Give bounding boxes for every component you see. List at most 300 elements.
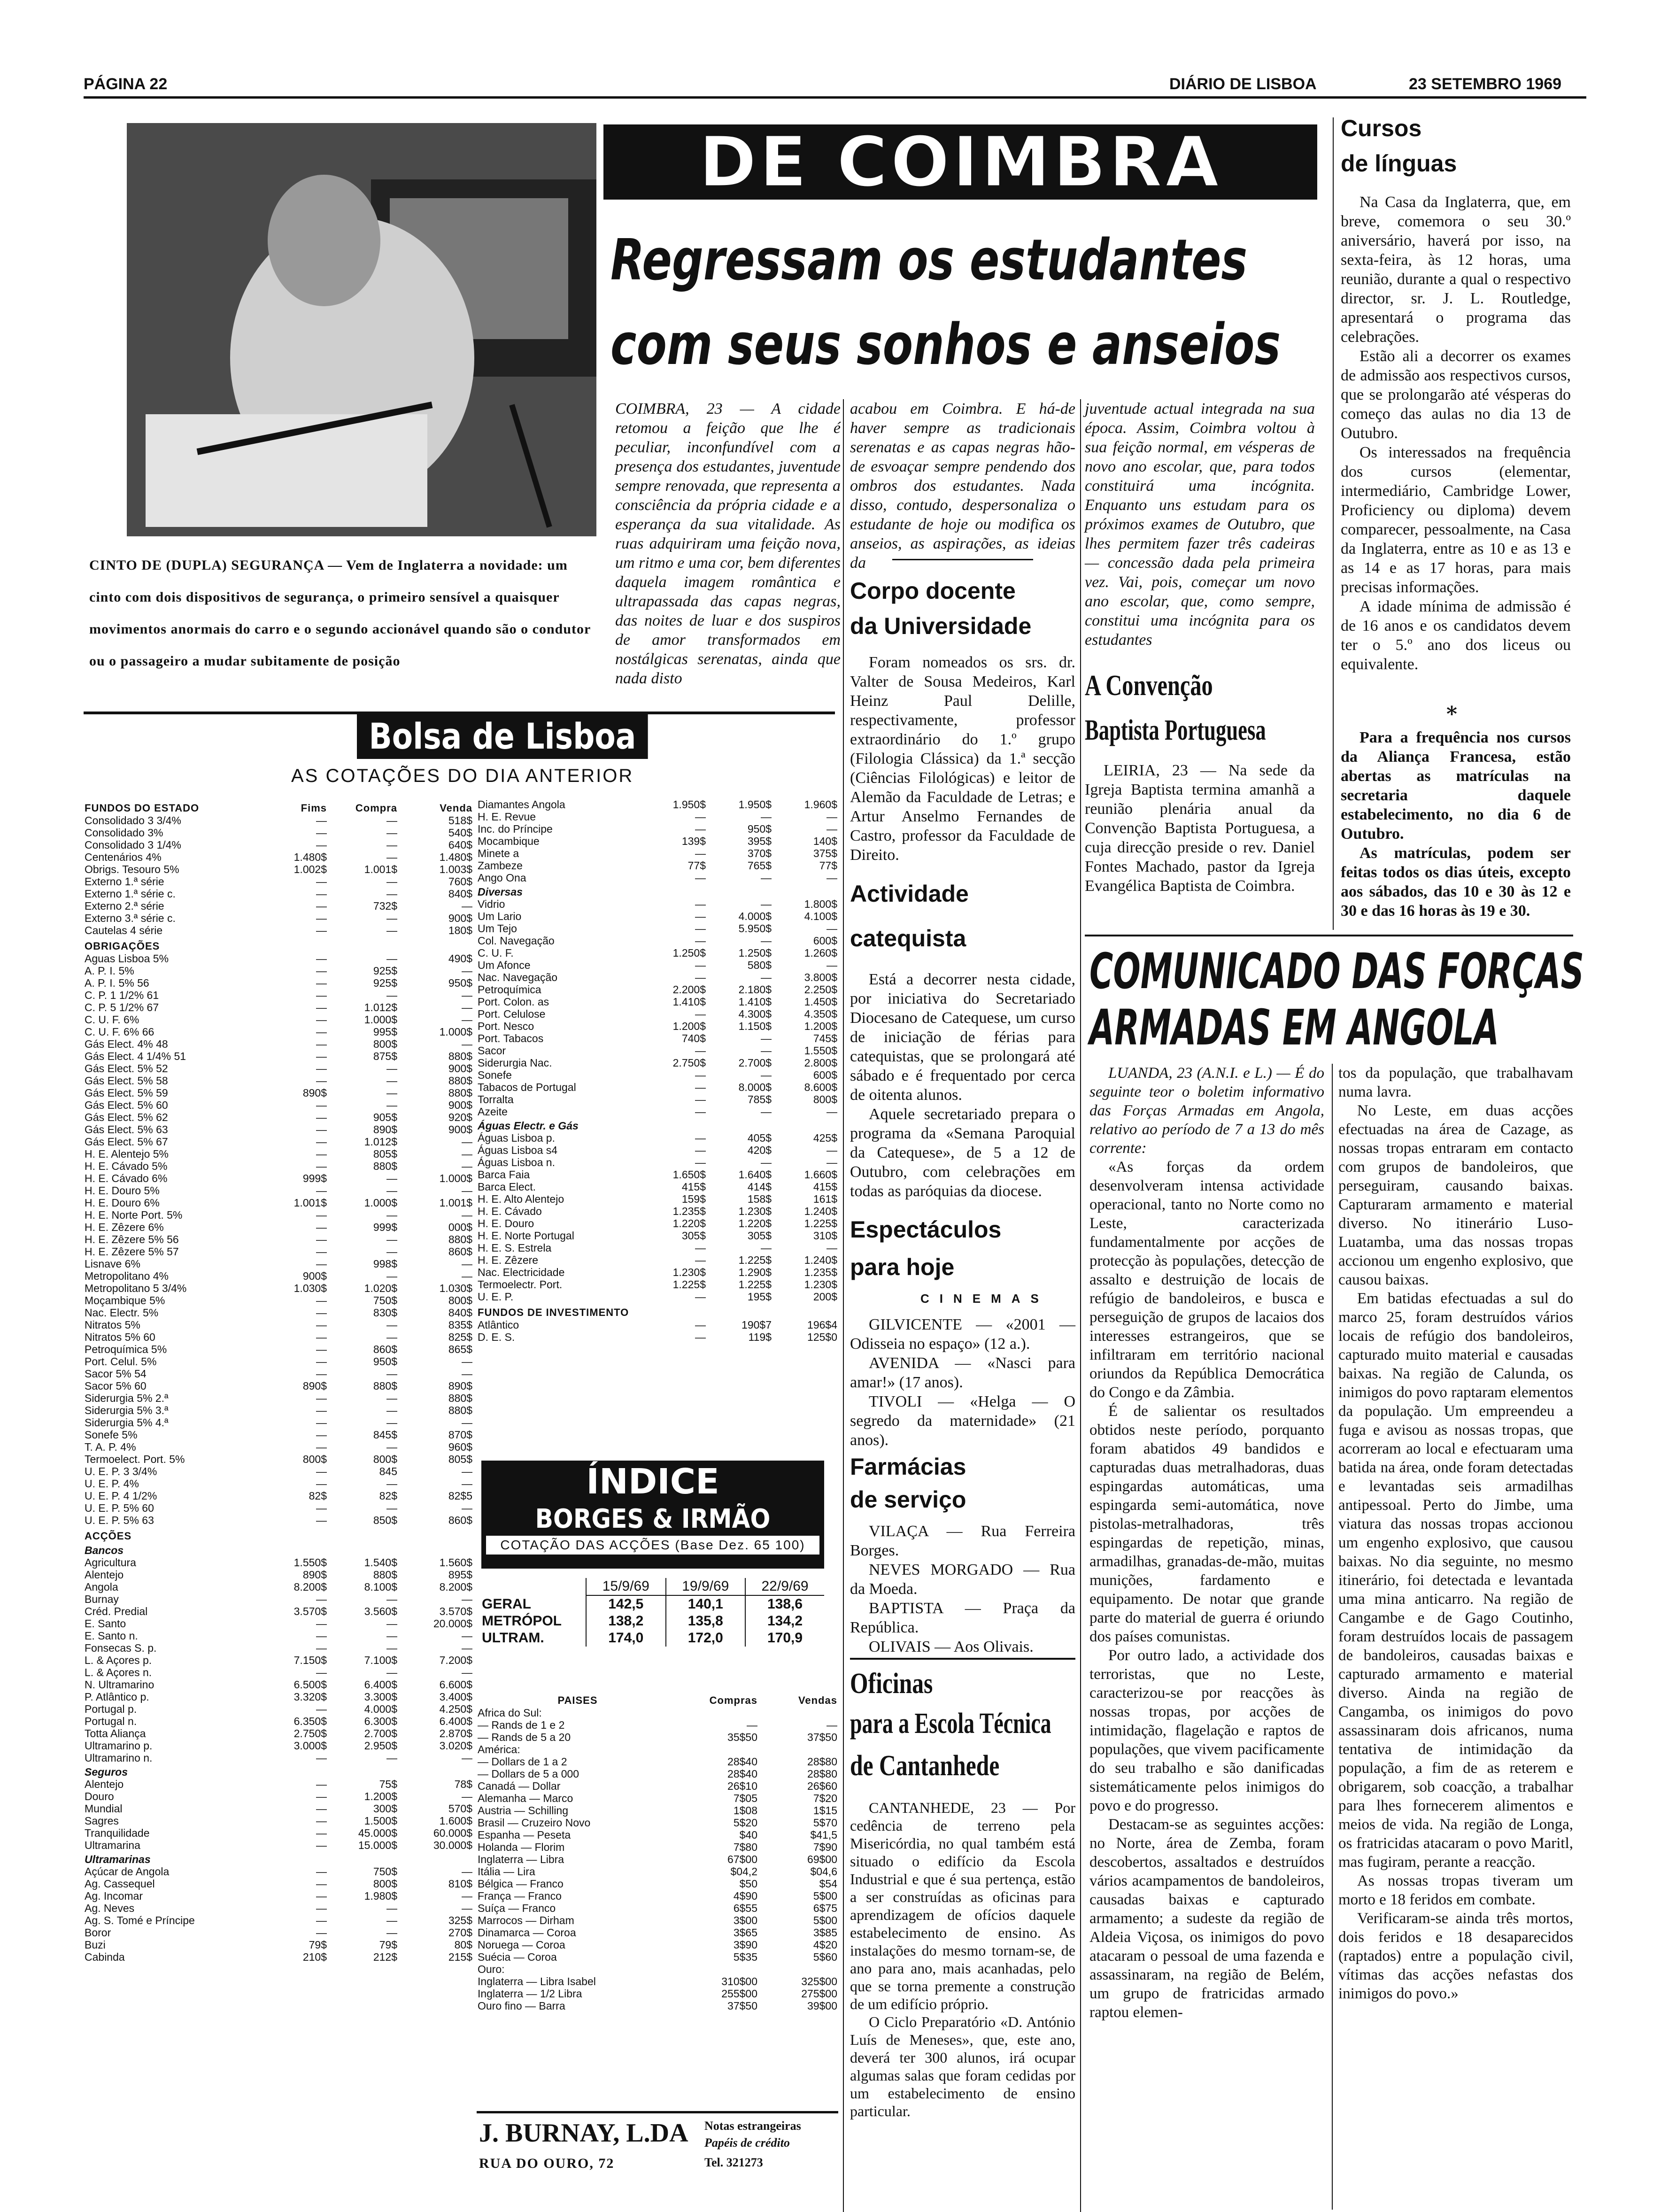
row-value: — [386,1502,397,1514]
row-label: U. E. P. 4 1/2% [85,1490,157,1502]
oficinas-title-2: para a Escola Técnica [850,1708,1051,1740]
row-label: Torralta [478,1093,514,1106]
diversas-row [477,983,838,996]
row-label: N. Ultramarino [85,1678,154,1691]
coimbra-col-2 [850,399,1075,572]
row-label: — Rands de 5 a 20 [478,1731,571,1743]
ultramarinas-row [477,823,838,835]
row-label: C. U. F. 6% [85,1013,139,1026]
ad-company-name: J. BURNAY, L.DA [479,2119,688,2148]
row-label: U. E. P. 5% 60 [85,1502,154,1514]
ultramarinas-row [84,1890,473,1902]
row-value: 7.200$ [439,1654,472,1666]
bancos-row [84,1617,473,1630]
cambios-row [477,1804,838,1817]
indice-value: 138,6 [745,1595,824,1613]
row-label: P. Atlântico p. [85,1691,149,1703]
row-value: 1.200$ [364,1790,397,1802]
obrigacoes-row [84,1294,473,1307]
farmacia-item: OLIVAIS — Aos Olivais. [869,1638,1034,1655]
row-label: Siderurgia Nac. [478,1057,552,1069]
cambios-header [477,1691,838,1707]
row-value: 570$ [448,1802,472,1815]
indice-box [481,1461,824,1569]
row-value: 800$ [448,1294,472,1307]
row-label: Mocambique [478,835,540,847]
row-value: 840$ [448,888,472,900]
row-value: 26$60 [807,1780,837,1792]
row-value: — [462,1001,472,1013]
newspaper-name: DIÁRIO DE LISBOA [1169,75,1317,93]
row-value: — [695,1331,706,1343]
row-value: 305$ [681,1230,706,1242]
row-label: Suíça — Franco [478,1902,556,1914]
aguas-row [477,1291,838,1303]
row-label: Ultramarina [85,1839,140,1851]
row-value: — [826,811,837,823]
row-value: 785$ [747,1093,772,1106]
row-value: 1$15 [813,1804,837,1817]
col-divider [1080,399,1081,2212]
row-value: 6.400$ [439,1715,472,1727]
bancos-row [84,1703,473,1715]
angola-col2-p5: Verificaram-se ainda três mortos, dois feridos e 18 desaparecidos (raptados) entre a população civil, vítimas das acções nefastas dos inimigos do povo.» [1338,1910,1573,2002]
angola-p2: É de salientar os resultados obtidos neste período, porquanto foram abatidos 49 bandidos e capturadas duas metralhadoras, duas espingardas automáticas, uma espingarda semi-automática, nove pistolas-metralhadoras, três espingardas de repetição, minas, armadilhas, granadas-de-mão, muitas munições, fardamento e equipamento. De notar que grande parte do material de guerra é oriundo dos países comunistas. [1089,1403,1324,1645]
row-value: 159$ [681,1193,706,1205]
row-value: 2.750$ [294,1727,327,1740]
row-value: 8.600$ [804,1081,837,1093]
row-value: 900$ [448,1123,472,1136]
obrigacoes-row [84,1136,473,1148]
row-label: Tabacos de Portugal [478,1081,576,1093]
row-value: 960$ [448,1441,472,1453]
row-value: — [386,1441,397,1453]
obrigacoes-row [84,1441,473,1453]
row-value: 1.001$ [439,1197,472,1209]
row-value: 370$ [747,847,772,859]
row-value: — [386,1099,397,1111]
row-value: — [695,1069,706,1081]
row-label: Port. Nesco [478,1020,534,1032]
row-label: H. E. Zêzere 6% [85,1221,164,1233]
bancos-row [84,1678,473,1691]
convencao-body [1085,761,1315,896]
row-value: 1.002$ [294,863,327,875]
row-label: D. E. S. [478,1331,515,1343]
row-value: 3.560$ [364,1605,397,1617]
cursos-star: * [1446,702,1458,726]
row-value: — [761,1044,772,1057]
row-value: 1.012$ [364,1001,397,1013]
oficinas-p1: CANTANHEDE, 23 — Por cedência de terreno pela Misericórdia, no qual também está situado o edifício da Escola Industrial e que é sua pertença, estão a ser construídas as oficinas para aprendizagem de ofícios daquele estabelecimento de ensino. As instalações do mesmo tornam-se, de ano para ano, mais acanhadas, pelo que se torna premente a construção de um edifício próprio. [850,1799,1075,2012]
corpo-rule [892,559,1033,560]
row-value: 3$85 [813,1926,837,1939]
row-value: — [386,1666,397,1678]
row-value: — [386,1752,397,1764]
row-value: 1.540$ [364,1556,397,1569]
row-value: 518$ [448,814,472,827]
corpo-title-1: Corpo docente [850,578,1016,604]
indice-title-1: ÍNDICE [586,1462,719,1502]
aguas-row [477,1266,838,1278]
obrigacoes-row [84,1477,473,1490]
row-label: H. E. Cávado 6% [85,1172,168,1184]
diversas-row [477,1093,838,1106]
diversas-row [477,1106,838,1118]
row-label: E. Santo n. [85,1630,138,1642]
row-value: 3$65 [733,1926,757,1939]
row-value: 750$ [373,1294,397,1307]
row-value: 1.240$ [804,1205,837,1217]
row-value: — [316,1802,327,1815]
row-value: — [695,811,706,823]
aguas-heading: Águas Electr. e Gás [478,1120,579,1132]
row-value: 310$ [813,1230,837,1242]
row-label: Austria — Schilling [478,1804,569,1817]
row-value: 2.800$ [804,1057,837,1069]
row-value: — [316,1514,327,1526]
row-value: 7$20 [813,1792,837,1804]
row-value: 800$ [302,1453,327,1465]
row-value: — [316,1294,327,1307]
row-value: 1.950$ [738,798,772,811]
row-value: — [462,1902,472,1914]
coimbra-banner [603,124,1317,200]
espectaculos-title-2: para hoje [850,1254,955,1280]
row-value: — [316,1630,327,1642]
row-value: 4.350$ [804,1008,837,1020]
cambios-row [477,1853,838,1865]
row-value: 375$ [813,847,837,859]
cambios-row [477,1829,838,1841]
angola-col2-p1: tos da população, que trabalhavam numa lavra. [1338,1065,1573,1100]
row-value: 920$ [448,1111,472,1123]
row-value: — [316,1245,327,1258]
actividade-p1: Está a decorrer nesta cidade, por iniciativa do Secretariado Diocesano de Catequese, um curso de iniciação de férias para catequistas, que se prolongará até sábado e é frequentado por cerca de oitenta alunos. [850,971,1075,1104]
coimbra-col-1 [615,399,841,688]
row-label: A. P. I. 5% [85,965,134,977]
ad-line-1: Notas estrangeiras [704,2119,801,2133]
row-value: 1.225$ [738,1278,772,1291]
angola-lead: LUANDA, 23 (A.N.I. e L.) — É do seguinte teor o boletim informativo das Forças Armadas em Angola, relativo ao período de 7 a 13 do mês corrente: [1089,1065,1324,1157]
row-value: — [386,1319,397,1331]
row-label: Externo 1.ª série c. [85,888,176,900]
ultramarinas-row [477,835,838,847]
row-label: Holanda — Florim [478,1841,565,1853]
row-value: 890$ [373,1123,397,1136]
row-label: Fonsecas S. p. [85,1642,157,1654]
row-value: 1.230$ [672,1266,706,1278]
row-value: 835$ [448,1319,472,1331]
row-label: Açúcar de Angola [85,1865,170,1878]
row-label: Inglaterra — 1/2 Libra [478,1988,582,2000]
convencao-title-2: Baptista Portuguesa [1085,714,1266,746]
farmacias-list [850,1522,1075,1656]
row-value: 000$ [448,1221,472,1233]
row-value: 3$00 [733,1914,757,1926]
row-value: — [462,1416,472,1429]
row-label: U. E. P. 4% [85,1477,139,1490]
ultramarinas-row [84,1914,473,1926]
row-label: A. P. I. 5% 56 [85,977,149,989]
farmacias-title-1: Farmácias [850,1454,966,1480]
aguas-row [477,1156,838,1168]
row-value: 1.200$ [672,1020,706,1032]
row-value: — [316,1392,327,1404]
fundos-row [84,814,473,827]
cursos-p3: Os interessados na frequência dos cursos (elementar, intermediário, Cambridge Lower, Proficiency ou diploma) devem comparecer, pessoalmente, na Casa da Inglaterra, entre as 10 e as 13 e as 14 e as 17 horas, para mais precisas informações. [1341,444,1571,596]
farmacias-title-2: de serviço [850,1486,966,1513]
row-label: Inglaterra — Libra [478,1853,564,1865]
row-value: — [316,1233,327,1245]
angola-col2-p4: As nossas tropas tiveram um morto e 18 feridos em combate. [1338,1872,1573,1908]
row-label: Diamantes Angola [478,798,565,811]
cinema-item: AVENIDA — «Nasci para amar!» (17 anos). [850,1354,1075,1391]
row-value: — [316,1307,327,1319]
bancos-row [84,1569,473,1581]
row-value [679,1743,758,1756]
cambios-row [477,1756,838,1768]
row-value: — [386,888,397,900]
row-value: — [761,811,772,823]
row-label: Petroquímica 5% [85,1343,167,1355]
seguros-row [84,1827,473,1839]
row-label: Marrocos — Dirham [478,1914,574,1926]
obrigacoes-row [84,1209,473,1221]
farmacia-item: BAPTISTA — Praça da República. [850,1600,1075,1636]
cambios-row [477,1841,838,1853]
ultramarinas-row [477,847,838,859]
indice-label: GERAL [482,1596,531,1612]
cambios-row [477,1731,838,1743]
row-label: Gás Elect. 5% 52 [85,1062,168,1075]
cambios-row [477,1780,838,1792]
row-value: — [316,1026,327,1038]
row-label: Canadá — Dollar [478,1780,561,1792]
row-label: Externo 2.ª série [85,900,164,912]
row-value: — [462,1790,472,1802]
row-label: Externo 3.ª série c. [85,912,176,924]
fundos-investimento-row [477,1331,838,1343]
row-value: — [316,1368,327,1380]
row-label: Termoelectr. Port. [478,1278,563,1291]
row-value: 4.250$ [439,1703,472,1715]
row-value: — [316,1790,327,1802]
obrigacoes-row [84,1184,473,1197]
row-value: 79$ [379,1939,397,1951]
row-value: — [462,1477,472,1490]
obrigacoes-heading: OBRIGAÇÕES [85,940,160,952]
aguas-row [477,1144,838,1156]
row-label: Angola [85,1581,118,1593]
bancos-heading: Bancos [85,1544,124,1556]
row-value: 1.225$ [804,1217,837,1230]
indice-row [481,1630,824,1647]
row-label: Portugal n. [85,1715,137,1727]
issue-date: 23 SETEMBRO 1969 [1409,75,1562,93]
row-value: — [316,1331,327,1343]
row-value: 750$ [373,1865,397,1878]
row-label: Vidrio [478,898,505,910]
obrigacoes-row [84,1368,473,1380]
row-label: U. E. P. [478,1291,514,1303]
row-label: C. U. F. 6% 66 [85,1026,154,1038]
row-value: — [316,1429,327,1441]
cambios-row [477,1988,838,2000]
row-label: Gás Elect. 5% 59 [85,1087,168,1099]
row-value: — [462,1258,472,1270]
row-value: 196$4 [807,1319,837,1331]
row-value: 3.320$ [294,1691,327,1703]
diversas-row [477,1069,838,1081]
row-value: — [761,1242,772,1254]
row-value: — [695,1291,706,1303]
row-value: — [316,1062,327,1075]
bancos-row [84,1630,473,1642]
obrigacoes-row [84,1001,473,1013]
row-value: 1.001$ [294,1197,327,1209]
row-value: 1.640$ [738,1168,772,1181]
cinema-item: TIVOLI — «Helga — O segredo da maternidade» (21 anos). [850,1393,1075,1449]
cambios-row [477,2000,838,2012]
row-value: — [747,1719,757,1731]
ultramarinas-row [477,798,838,811]
row-value: — [316,965,327,977]
row-value: 305$ [747,1230,772,1242]
aguas-row [477,1254,838,1266]
bolsa-col-2 [477,798,838,1343]
row-value: — [462,1502,472,1514]
cambios-row [477,1890,838,1902]
row-value: 77$ [687,859,706,872]
row-value: 1.410$ [672,996,706,1008]
obrigacoes-row [84,1123,473,1136]
row-value: — [462,1013,472,1026]
row-value: — [316,1890,327,1902]
bolsa-col-1 [84,798,473,1963]
cambios-row [477,1939,838,1951]
row-label: H. E. Cávado 5% [85,1160,168,1172]
fundos-row [84,839,473,851]
row-value: 415$ [813,1181,837,1193]
row-value: — [386,1416,397,1429]
row-value: 890$ [302,1380,327,1392]
row-value: $50 [739,1878,757,1890]
row-value: 1.250$ [738,947,772,959]
row-value: — [386,1914,397,1926]
row-value: 880$ [373,1160,397,1172]
row-value: 6.400$ [364,1678,397,1691]
row-label: Minete a [478,847,519,859]
row-value: — [316,1404,327,1416]
cambios-table [477,1691,838,2012]
obrigacoes-row [84,1026,473,1038]
row-value: — [386,1233,397,1245]
row-value: 860$ [448,1245,472,1258]
row-value: 845 [379,1465,397,1477]
row-value: — [462,1038,472,1050]
ultramarinas-row [477,872,838,884]
cambios-col-header: Vendas [798,1694,837,1706]
row-value: 6.500$ [294,1678,327,1691]
row-value: 82$5 [448,1490,472,1502]
row-value: 7$05 [733,1792,757,1804]
row-value: — [316,1815,327,1827]
row-value: — [386,1245,397,1258]
row-value: 4.000$ [738,910,772,922]
row-value: — [386,1477,397,1490]
cursos-p1: Na Casa da Inglaterra, que, em breve, comemora o seu 30.º aniversário, haverá por isso, na sexta-feira, às 12 horas, uma reunião, durante a qual o respectivo director, sr. J. L. Routledge, apresentará o programa das celebrações. [1341,193,1571,346]
obrigacoes-row [84,1392,473,1404]
bancos-row [84,1605,473,1617]
oficinas-p2: O Ciclo Preparatório «D. António Luís de Meneses», que, este ano, deverá ter 300 alunos, irá ocupar algumas salas que foram cedidas por um estabelecimento de ensino particular. [850,2013,1075,2119]
row-value: — [316,1038,327,1050]
row-value: 950$ [448,977,472,989]
row-value: — [386,1902,397,1914]
row-value: 82$ [309,1490,327,1502]
row-value: 3.000$ [294,1740,327,1752]
ultramarinas-row [84,1878,473,1890]
row-value: 1.000$ [364,1197,397,1209]
bancos-row [84,1642,473,1654]
obrigacoes-row [84,1514,473,1526]
row-value: — [316,1465,327,1477]
row-value: — [462,1184,472,1197]
row-label: T. A. P. 4% [85,1441,136,1453]
row-value: 4$20 [813,1939,837,1951]
cambios-col-header: PAISES [557,1694,598,1706]
ultramarinas-heading: Ultramarinas [85,1853,151,1865]
row-value: — [695,1044,706,1057]
photo-illustration [127,123,596,536]
row-value: — [695,971,706,983]
row-value: 1.001$ [364,863,397,875]
row-label: L. & Açores p. [85,1654,152,1666]
row-value: 1.800$ [804,898,837,910]
row-value: — [316,924,327,936]
aguas-row [477,1132,838,1144]
row-value: 45.000$ [358,1827,397,1839]
row-value: $04,2 [730,1865,757,1878]
indice-date: 15/9/69 [586,1578,666,1595]
row-label: Inglaterra — Libra Isabel [478,1975,596,1988]
row-value: 310$00 [721,1975,757,1988]
row-label: C. U. F. [478,947,514,959]
row-value: — [316,1001,327,1013]
row-value: 880$ [448,1392,472,1404]
row-value: — [826,823,837,835]
row-label: H. E. Norte Portugal [478,1230,574,1242]
cambios-row [477,1817,838,1829]
row-value: — [316,977,327,989]
row-label: Siderurgia 5% 4.ª [85,1416,169,1429]
row-label: Aguas Lisboa 5% [85,952,169,965]
row-label: Metropolitano 5 3/4% [85,1282,187,1294]
row-value: 1$08 [733,1804,757,1817]
obrigacoes-row [84,1331,473,1343]
bolsa-table-1 [84,798,473,1963]
row-value: — [462,1865,472,1878]
aguas-row [477,1230,838,1242]
row-value: 3.570$ [294,1605,327,1617]
row-value: 4$90 [733,1890,757,1902]
obrigacoes-row [84,1013,473,1026]
bolsa-col-header: Compra [355,802,397,814]
row-value: 805$ [373,1148,397,1160]
angola-col-2 [1338,1064,1573,2003]
row-value: 1.235$ [672,1205,706,1217]
bolsa-title: Bolsa de Lisboa [357,714,648,759]
